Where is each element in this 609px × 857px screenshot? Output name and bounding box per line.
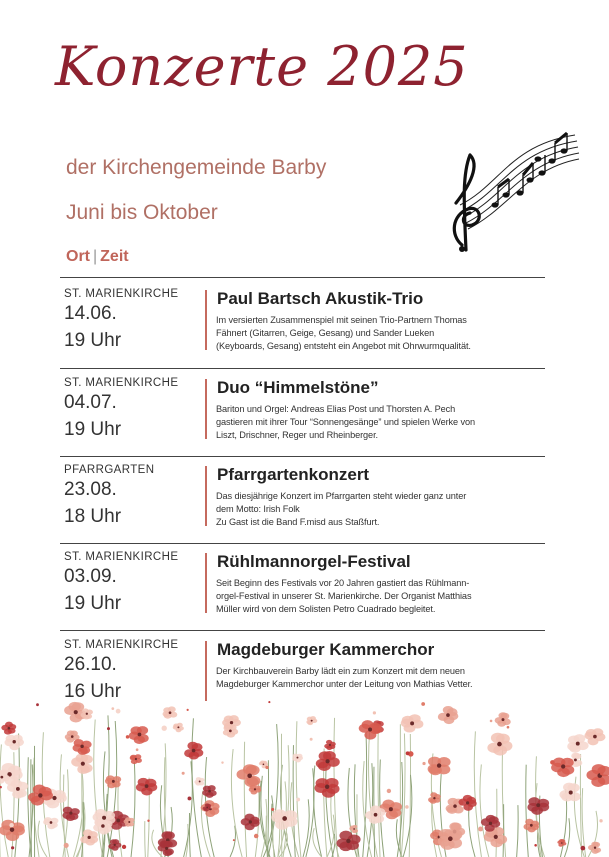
event-description: Der Kirchbauverein Barby lädt ein zum Konzert mit dem neuen Magdeburger Kammerchor unter der Leitung von Mathias Vetter. (216, 666, 473, 690)
event-date: 14.06. (64, 303, 117, 324)
accent-bar (205, 466, 207, 526)
event-title: Pfarrgartenkonzert (217, 465, 370, 484)
divider (60, 543, 545, 544)
event-place: ST. MARIENKIRCHE (64, 377, 179, 389)
divider (60, 277, 545, 278)
event-description: Bariton und Orgel: Andreas Elias Post und Thorsten A. Pech gastieren mit ihrer Tour “Sonnengesänge” und spielen Werke von Liszt, Drischner, Reger und Rheinberger. (216, 404, 476, 441)
event-place: PFARRGARTEN (64, 464, 155, 476)
column-header: Ort | Zeit (66, 248, 129, 265)
divider (60, 456, 545, 457)
event-time: 16 Uhr (64, 681, 122, 702)
event-time: 19 Uhr (64, 419, 122, 440)
event-time: 18 Uhr (64, 506, 122, 527)
event-date: 03.09. (64, 566, 117, 587)
event-date: 26.10. (64, 654, 117, 675)
accent-bar (205, 290, 207, 350)
event-description: Seit Beginn des Festivals vor 20 Jahren gastiert das Rühlmann- orgel-Festival in unserer St. Marienkirche. Der Organist Matthias Müller wird von dem Solisten Petro Cuadrado begleitet. (216, 578, 472, 615)
event-title: Paul Bartsch Akustik-Trio (217, 289, 424, 308)
event-place: ST. MARIENKIRCHE (64, 639, 179, 651)
event-time: 19 Uhr (64, 593, 122, 614)
divider (60, 368, 545, 369)
event-place: ST. MARIENKIRCHE (64, 551, 179, 563)
accent-bar (205, 379, 207, 439)
event-title: Duo “Himmelstöne” (217, 378, 379, 397)
accent-bar (205, 641, 207, 701)
event-place: ST. MARIENKIRCHE (64, 288, 179, 300)
music-notes-icon (440, 125, 580, 255)
subtitle: der Kirchengemeinde Barby (66, 156, 327, 179)
event-title: Magdeburger Kammerchor (217, 640, 435, 659)
divider (60, 630, 545, 631)
accent-bar (205, 553, 207, 613)
event-time: 19 Uhr (64, 330, 122, 351)
event-date: 04.07. (64, 392, 117, 413)
event-date: 23.08. (64, 479, 117, 500)
event-description: Das diesjährige Konzert im Pfarrgarten steht wieder ganz unter dem Motto: Irish Folk Zu Gast ist die Band F.misd aus Staßfurt. (216, 491, 467, 528)
event-title: Rühlmannorgel-Festival (217, 552, 411, 571)
period: Juni bis Oktober (66, 201, 218, 224)
event-description: Im versierten Zusammenspiel mit seinen Trio-Partnern Thomas Fähnert (Gitarren, Geige, Gesang) und Sander Lueken (Keyboards, Gesang) entsteht ein Angebot mit Ohrwurmqualität. (216, 315, 471, 352)
flower-meadow-illustration (0, 700, 609, 857)
page-title: Konzerte 2025 (55, 35, 469, 98)
